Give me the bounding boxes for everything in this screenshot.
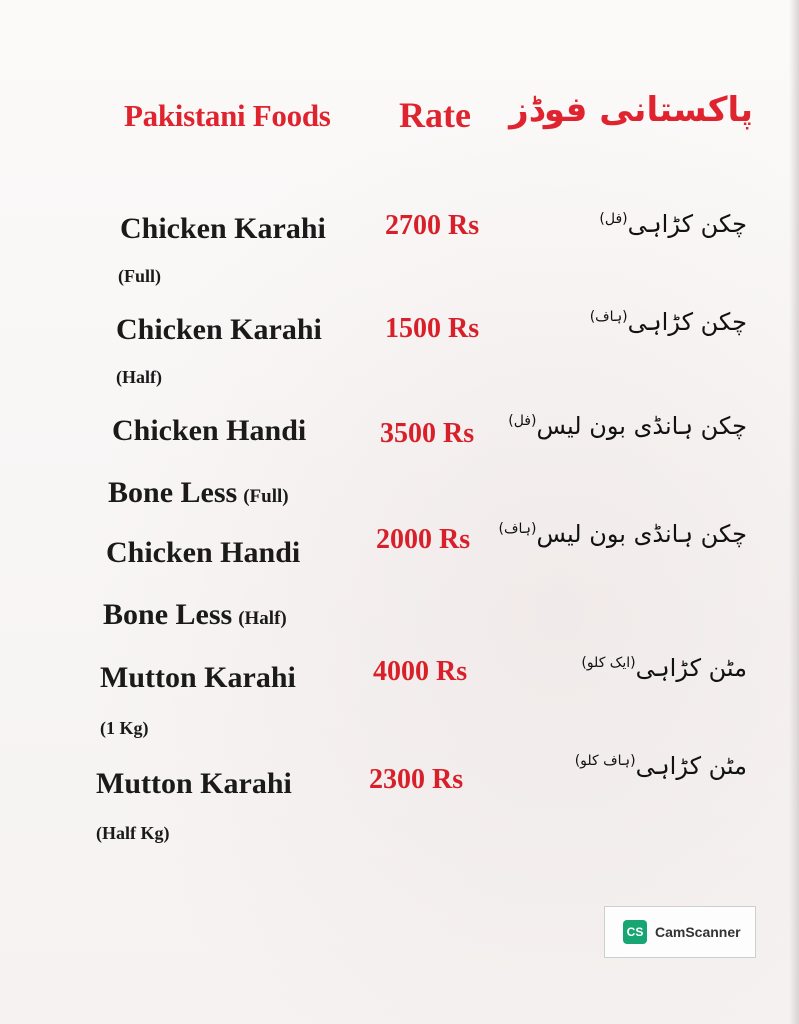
header-title-english: Pakistani Foods [124,98,331,133]
item-name: Chicken Karahi [120,212,326,245]
item-name-urdu [575,752,747,780]
item-sub-name [108,476,289,510]
item-name-urdu [581,654,747,682]
urdu-portion-note: (ایک کلو) [581,655,636,671]
item-name-urdu [499,520,747,548]
item-name: Chicken Handi [112,414,307,447]
camscanner-watermark [604,906,756,958]
item-name-urdu [508,412,747,440]
item-name-urdu [590,308,747,336]
item-name: Chicken Karahi [116,313,322,346]
item-portion-note: (Full) [118,266,161,286]
urdu-portion-note: (فل) [508,413,537,429]
item-portion-note: (Half Kg) [96,823,170,843]
urdu-dish-name: چکن ہانڈی بون لیس [536,520,747,548]
item-name-urdu [599,210,747,238]
item-portion-note: (1 Kg) [100,718,149,738]
item-price: 1500 Rs [385,313,480,344]
urdu-dish-name: چکن کڑاہی [627,308,747,336]
urdu-dish-name: مٹن کڑاہی [635,654,747,682]
item-price: 3500 Rs [380,418,475,449]
page-edge-shadow [789,0,799,1024]
camscanner-label: CamScanner [655,924,741,940]
item-name: Chicken Handi [106,536,301,569]
urdu-dish-name: چکن ہانڈی بون لیس [536,412,747,440]
item-sub-name-text: Bone Less [108,476,238,509]
header-rate-label: Rate [399,95,471,135]
urdu-portion-note: (ہاف) [589,309,628,325]
item-price: 4000 Rs [373,656,468,687]
urdu-portion-note: (فل) [599,211,628,227]
item-price: 2000 Rs [376,524,471,555]
header-title-urdu: پاکستانی فوڈز [509,90,753,130]
item-price: 2300 Rs [369,764,464,795]
urdu-portion-note: (ہاف کلو) [574,753,636,769]
urdu-dish-name: چکن کڑاہی [627,210,747,238]
item-portion-note: (Half) [116,367,162,387]
item-name: Mutton Karahi [96,767,292,800]
camscanner-logo-icon: CS [623,920,647,944]
item-portion-note: (Half) [238,608,287,629]
item-portion-note: (Full) [243,486,289,507]
item-sub-name [103,598,287,632]
item-name: Mutton Karahi [100,661,296,694]
item-price: 2700 Rs [385,210,480,241]
urdu-dish-name: مٹن کڑاہی [635,752,747,780]
item-sub-name-text: Bone Less [103,598,233,631]
urdu-portion-note: (ہاف) [498,521,537,537]
